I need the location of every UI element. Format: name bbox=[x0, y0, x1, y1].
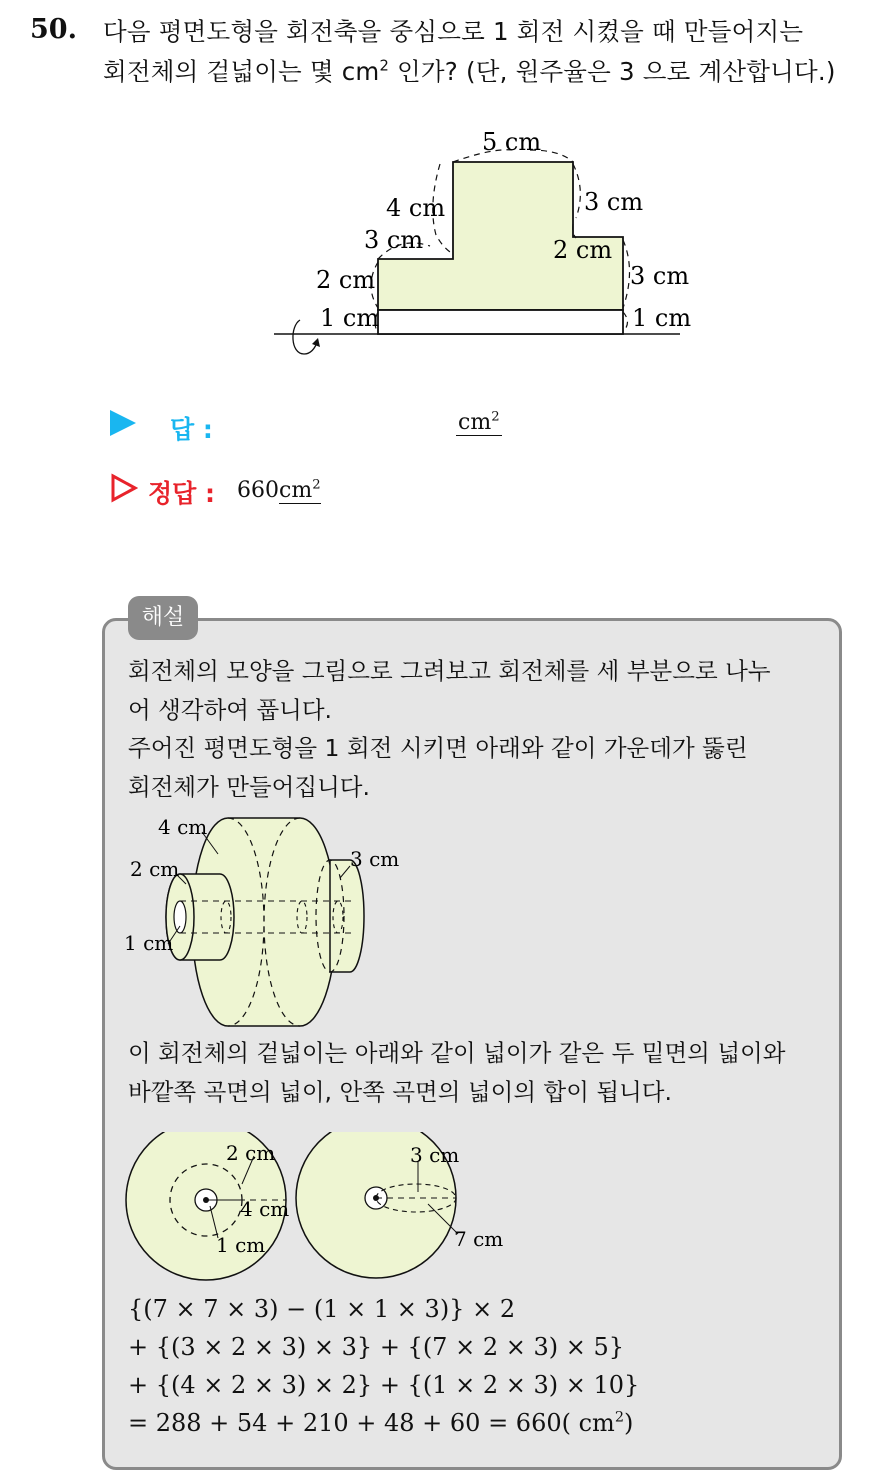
base-label-2cm: 2 cm bbox=[226, 1141, 276, 1165]
formula-line-last bbox=[128, 1404, 639, 1442]
correct-value: 660 bbox=[237, 478, 279, 503]
answer-blank[interactable] bbox=[456, 410, 502, 436]
question-unit-sup: 2 bbox=[379, 57, 390, 75]
explanation-line: 바깥쪽 곡면의 넓이, 안쪽 곡면의 넓이의 합이 됩니다. bbox=[128, 1077, 672, 1106]
explanation-line: 어 생각하여 풉니다. bbox=[128, 695, 333, 724]
label-top: 5 cm bbox=[482, 128, 542, 156]
label-left-lower: 2 cm bbox=[316, 266, 376, 294]
solid-label-3cm: 3 cm bbox=[350, 847, 400, 871]
solid-label-4cm: 4 cm bbox=[158, 815, 208, 839]
correct-unit-sup: 2 bbox=[312, 477, 321, 493]
formula-line: + {(4 × 2 × 3) × 2} + {(1 × 2 × 3) × 10} bbox=[128, 1371, 640, 1399]
correct-value-wrap bbox=[237, 478, 321, 503]
base-label-7cm: 7 cm bbox=[454, 1227, 504, 1251]
formula-line: + {(3 × 2 × 3) × 3} + {(7 × 2 × 3) × 5} bbox=[128, 1333, 624, 1361]
base-circles-figure bbox=[118, 1132, 518, 1282]
explanation-para-1 bbox=[128, 652, 828, 806]
formula-sup: 2 bbox=[614, 1409, 624, 1426]
base-label-4cm: 4 cm bbox=[240, 1197, 290, 1221]
label-right-lower: 3 cm bbox=[630, 262, 690, 290]
outline-arrow-icon bbox=[110, 473, 138, 503]
answer-unit-sup: 2 bbox=[491, 409, 500, 425]
explanation-para-2 bbox=[128, 1034, 828, 1111]
solid-label-1cm: 1 cm bbox=[124, 931, 174, 955]
hole-strip bbox=[378, 310, 623, 334]
formula-block bbox=[128, 1290, 639, 1442]
explanation-line: 회전체의 모양을 그림으로 그려보고 회전체를 세 부분으로 나누 bbox=[128, 657, 771, 685]
question-unit: cm bbox=[341, 57, 380, 86]
formula-line: = 288 + 54 + 210 + 48 + 60 = 660( cm bbox=[128, 1409, 615, 1437]
formula-close: ) bbox=[623, 1409, 634, 1437]
base-label-1cm: 1 cm bbox=[216, 1233, 266, 1257]
play-arrow-icon bbox=[110, 410, 136, 436]
answer-label: 답 : bbox=[170, 415, 213, 444]
explanation-tag: 해설 bbox=[128, 596, 198, 640]
plane-figure bbox=[260, 120, 700, 380]
question-text bbox=[103, 12, 873, 92]
explanation-line: 이 회전체의 겉넓이는 아래와 같이 넓이가 같은 두 밑면의 넓이와 bbox=[128, 1039, 786, 1067]
solid-label-2cm: 2 cm bbox=[130, 857, 180, 881]
rotation-arrow-icon bbox=[293, 320, 318, 354]
correct-answer-row bbox=[110, 472, 610, 508]
solid-figure bbox=[118, 808, 418, 1032]
correct-unit-wrap bbox=[279, 478, 321, 504]
correct-unit: cm bbox=[279, 478, 313, 503]
question-line-2-end: 인가? (단, 원주율은 3 으로 계산합니다.) bbox=[389, 57, 836, 86]
label-left-bottom: 1 cm bbox=[320, 304, 380, 332]
question-number: 50. bbox=[30, 14, 77, 45]
label-right-bottom: 1 cm bbox=[632, 304, 692, 332]
base-label-3cm: 3 cm bbox=[410, 1143, 460, 1167]
label-right-upper: 3 cm bbox=[584, 188, 644, 216]
question-line-1: 다음 평면도형을 회전축을 중심으로 1 회전 시켰을 때 만들어지는 bbox=[103, 17, 804, 46]
label-left-step: 3 cm bbox=[364, 226, 424, 254]
answer-row bbox=[110, 408, 610, 444]
question-line-2 bbox=[103, 52, 873, 92]
label-right-step: 2 cm bbox=[553, 236, 613, 264]
question-line-2-start: 회전체의 겉넓이는 몇 bbox=[103, 57, 342, 86]
explanation-line: 주어진 평면도형을 1 회전 시키면 아래와 같이 가운데가 뚫린 bbox=[128, 734, 748, 762]
explanation-line: 회전체가 만들어집니다. bbox=[128, 772, 370, 801]
formula-line: {(7 × 7 × 3) − (1 × 1 × 3)} × 2 bbox=[128, 1295, 516, 1323]
label-left-upper: 4 cm bbox=[386, 194, 446, 222]
answer-unit: cm bbox=[458, 410, 492, 435]
correct-label: 정답 : bbox=[148, 479, 216, 508]
